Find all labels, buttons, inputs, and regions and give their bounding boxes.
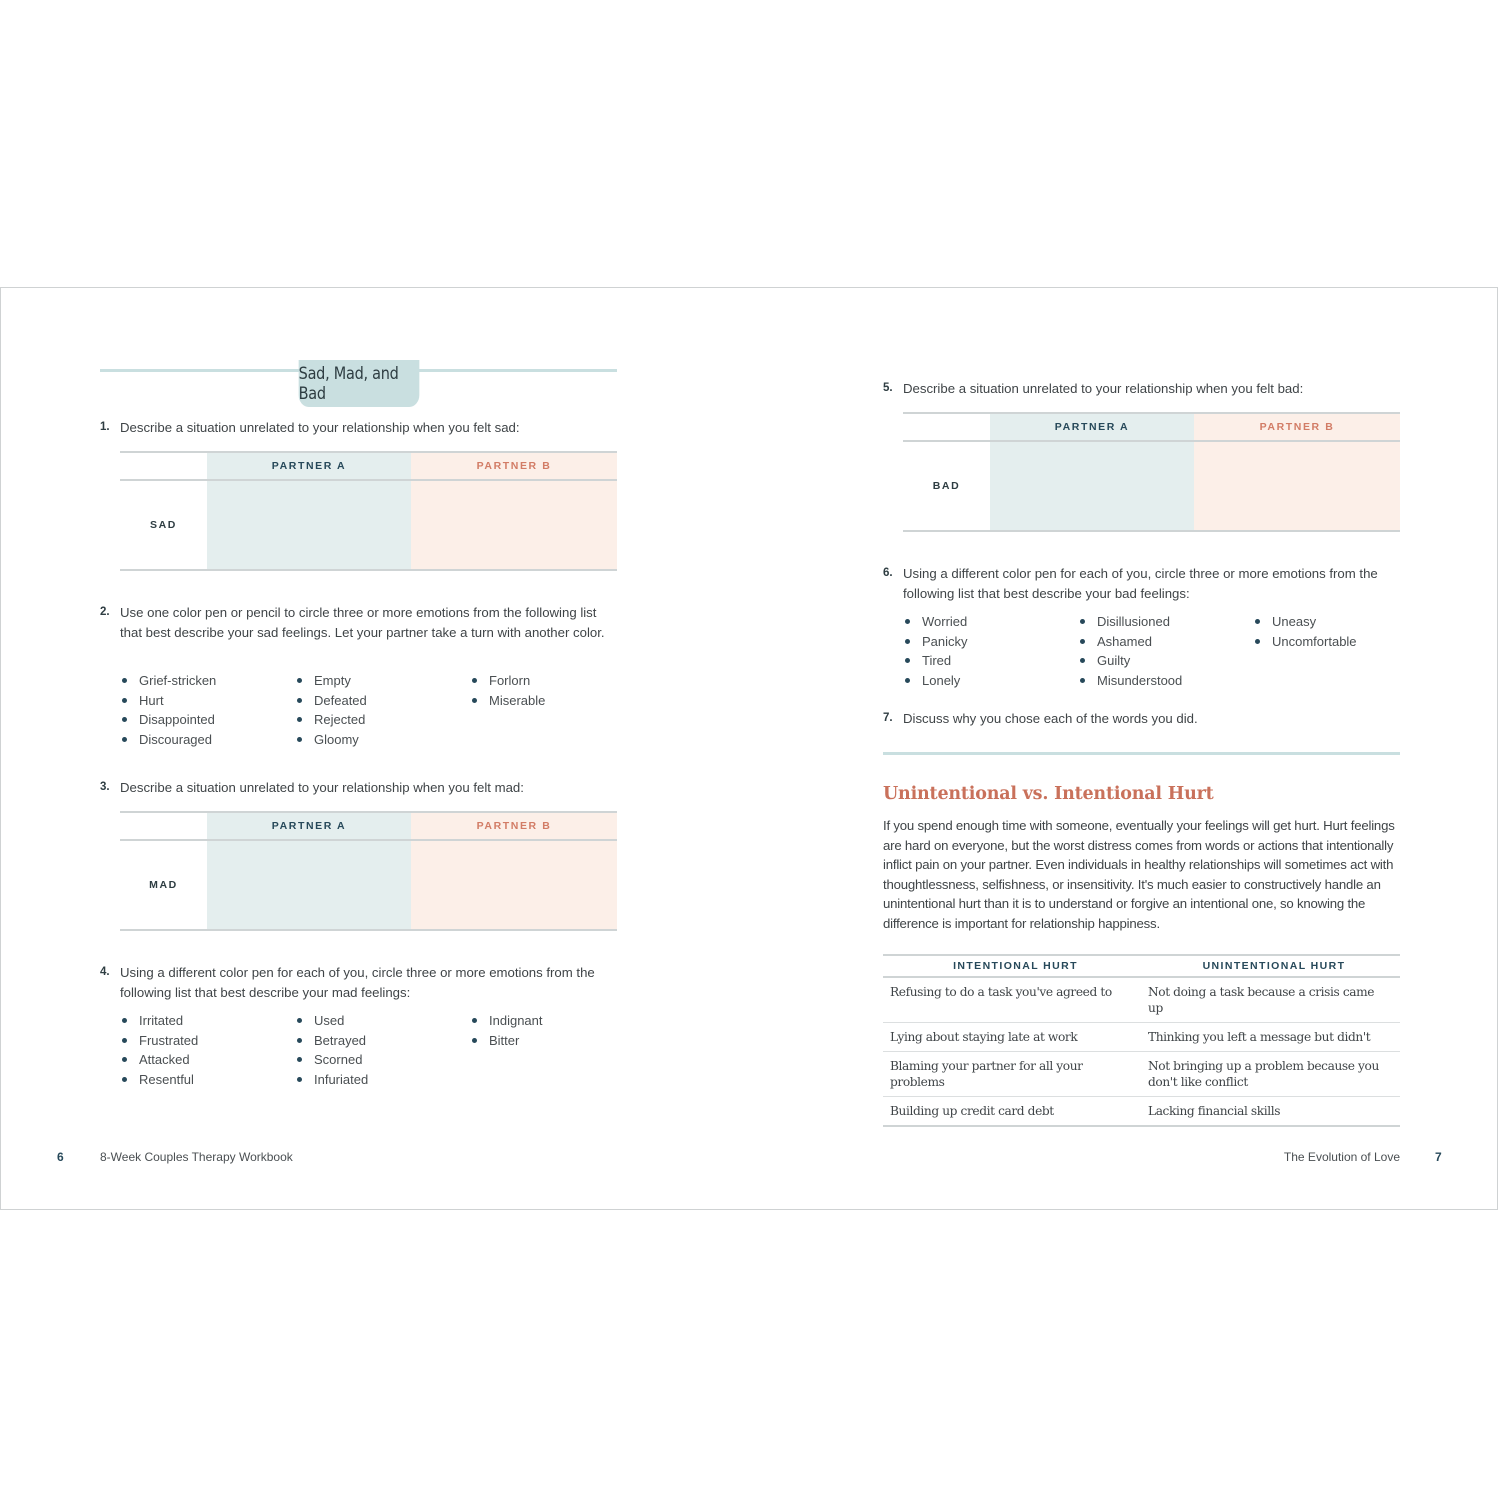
list-item: Discouraged [120,730,216,750]
page-number: 6 [57,1150,64,1164]
list-item: Uneasy [1253,612,1357,632]
table-cell: Refusing to do a task you've agreed to [890,985,1112,999]
question-number: 6. [883,567,893,579]
list-item: Defeated [295,691,367,711]
question-text: Using a different color pen for each of you, circle three or more emotions from the following list that best describe your bad feelings: [903,566,1378,601]
hurt-comparison-table [883,954,1400,1127]
section-divider [883,752,1400,755]
question-number: 3. [100,781,110,793]
list-item: Scorned [295,1050,368,1070]
list-item: Panicky [903,632,968,652]
partner-a-header: PARTNER A [271,820,347,832]
question-text: Discuss why you chose each of the words you did. [903,711,1198,726]
question-number: 2. [100,606,110,618]
sad-words-col-2 [295,671,367,749]
question-number: 7. [883,712,893,724]
book-spread [0,287,1498,1210]
list-item: Attacked [120,1050,198,1070]
list-item: Forlorn [470,671,545,691]
list-item: Used [295,1011,368,1031]
list-item: Ashamed [1078,632,1182,652]
question-2 [100,603,615,642]
question-number: 1. [100,421,110,433]
list-item: Disillusioned [1078,612,1182,632]
body-paragraph: If you spend enough time with someone, eventually your feelings will get hurt. Hurt feelings are hard on everyone, but the worst distress comes from words or actions that intentionally inflict pain on your partner. Even individuals in healthy relationships will sometimes act with thoughtlessness, selfishness, or insensitivity. It's much easier to constructively handle an unintentional hurt than it is to understand or forgive an intentional one, so knowing the difference is important for relationship happiness. [883,818,1395,931]
list-item: Empty [295,671,367,691]
bad-words-col-3 [1253,612,1357,651]
bad-words-col-2 [1078,612,1182,690]
row-label: MAD [149,879,178,891]
table-cell: Blaming your partner for all your problems [890,1059,1083,1089]
question-4 [100,963,620,1002]
partner-b-header: PARTNER B [476,460,552,472]
list-item: Indignant [470,1011,543,1031]
partner-b-header: PARTNER B [476,820,552,832]
section-tab: Sad, Mad, and Bad [299,360,420,407]
sad-words-col-3 [470,671,545,710]
list-item: Misunderstood [1078,671,1182,691]
table-row [883,1023,1400,1052]
list-item: Betrayed [295,1031,368,1051]
question-number: 5. [883,382,893,394]
list-item: Infuriated [295,1070,368,1090]
column-header-intentional: INTENTIONAL HURT [953,960,1078,972]
bad-words-col-1 [903,612,968,690]
list-item: Frustrated [120,1031,198,1051]
running-title: The Evolution of Love [1283,1150,1400,1164]
question-7 [883,709,1403,729]
question-text: Describe a situation unrelated to your relationship when you felt bad: [903,381,1304,396]
running-title: 8-Week Couples Therapy Workbook [100,1150,293,1164]
question-number: 4. [100,966,110,978]
list-item: Rejected [295,710,367,730]
list-item: Hurt [120,691,216,711]
question-6 [883,564,1408,603]
list-item: Guilty [1078,651,1182,671]
partner-a-header: PARTNER A [1054,421,1130,433]
list-item: Bitter [470,1031,543,1051]
bad-table [903,412,1400,532]
sad-words-col-1 [120,671,216,749]
table-cell: Thinking you left a message but didn't [1148,1030,1371,1044]
partner-a-header: PARTNER A [271,460,347,472]
list-item: Lonely [903,671,968,691]
table-cell: Building up credit card debt [890,1104,1054,1118]
mad-words-col-3 [470,1011,543,1050]
right-page [750,288,1499,1209]
list-item: Grief-stricken [120,671,216,691]
question-text: Describe a situation unrelated to your relationship when you felt sad: [120,420,520,435]
list-item: Miserable [470,691,545,711]
section-title: Unintentional vs. Intentional Hurt [883,784,1214,804]
table-cell: Lying about staying late at work [890,1030,1078,1044]
list-item: Uncomfortable [1253,632,1357,652]
page-number: 7 [1435,1150,1442,1164]
partner-b-header: PARTNER B [1259,421,1335,433]
table-cell: Not doing a task because a crisis came up [1148,985,1375,1015]
table-row [883,978,1400,1023]
mad-words-col-2 [295,1011,368,1089]
question-3 [100,778,620,798]
table-cell: Not bringing up a problem because you don't like conflict [1148,1059,1379,1089]
list-item: Resentful [120,1070,198,1090]
table-row [883,1097,1400,1127]
question-text: Describe a situation unrelated to your relationship when you felt mad: [120,780,524,795]
table-cell: Lacking financial skills [1148,1104,1281,1118]
list-item: Irritated [120,1011,198,1031]
list-item: Tired [903,651,968,671]
left-page [1,288,750,1209]
row-label: SAD [150,519,177,531]
question-1 [100,418,620,438]
column-header-unintentional: UNINTENTIONAL HURT [1202,960,1346,972]
list-item: Gloomy [295,730,367,750]
list-item: Disappointed [120,710,216,730]
mad-words-col-1 [120,1011,198,1089]
table-row [883,1052,1400,1097]
question-text: Using a different color pen for each of you, circle three or more emotions from the following list that best describe your mad feelings: [120,965,595,1000]
mad-table [120,811,617,931]
question-5 [883,379,1403,399]
list-item: Worried [903,612,968,632]
row-label: BAD [932,480,961,492]
question-text: Use one color pen or pencil to circle three or more emotions from the following list that best describe your sad feelings. Let your partner take a turn with another color. [120,605,605,640]
sad-table [120,451,617,571]
